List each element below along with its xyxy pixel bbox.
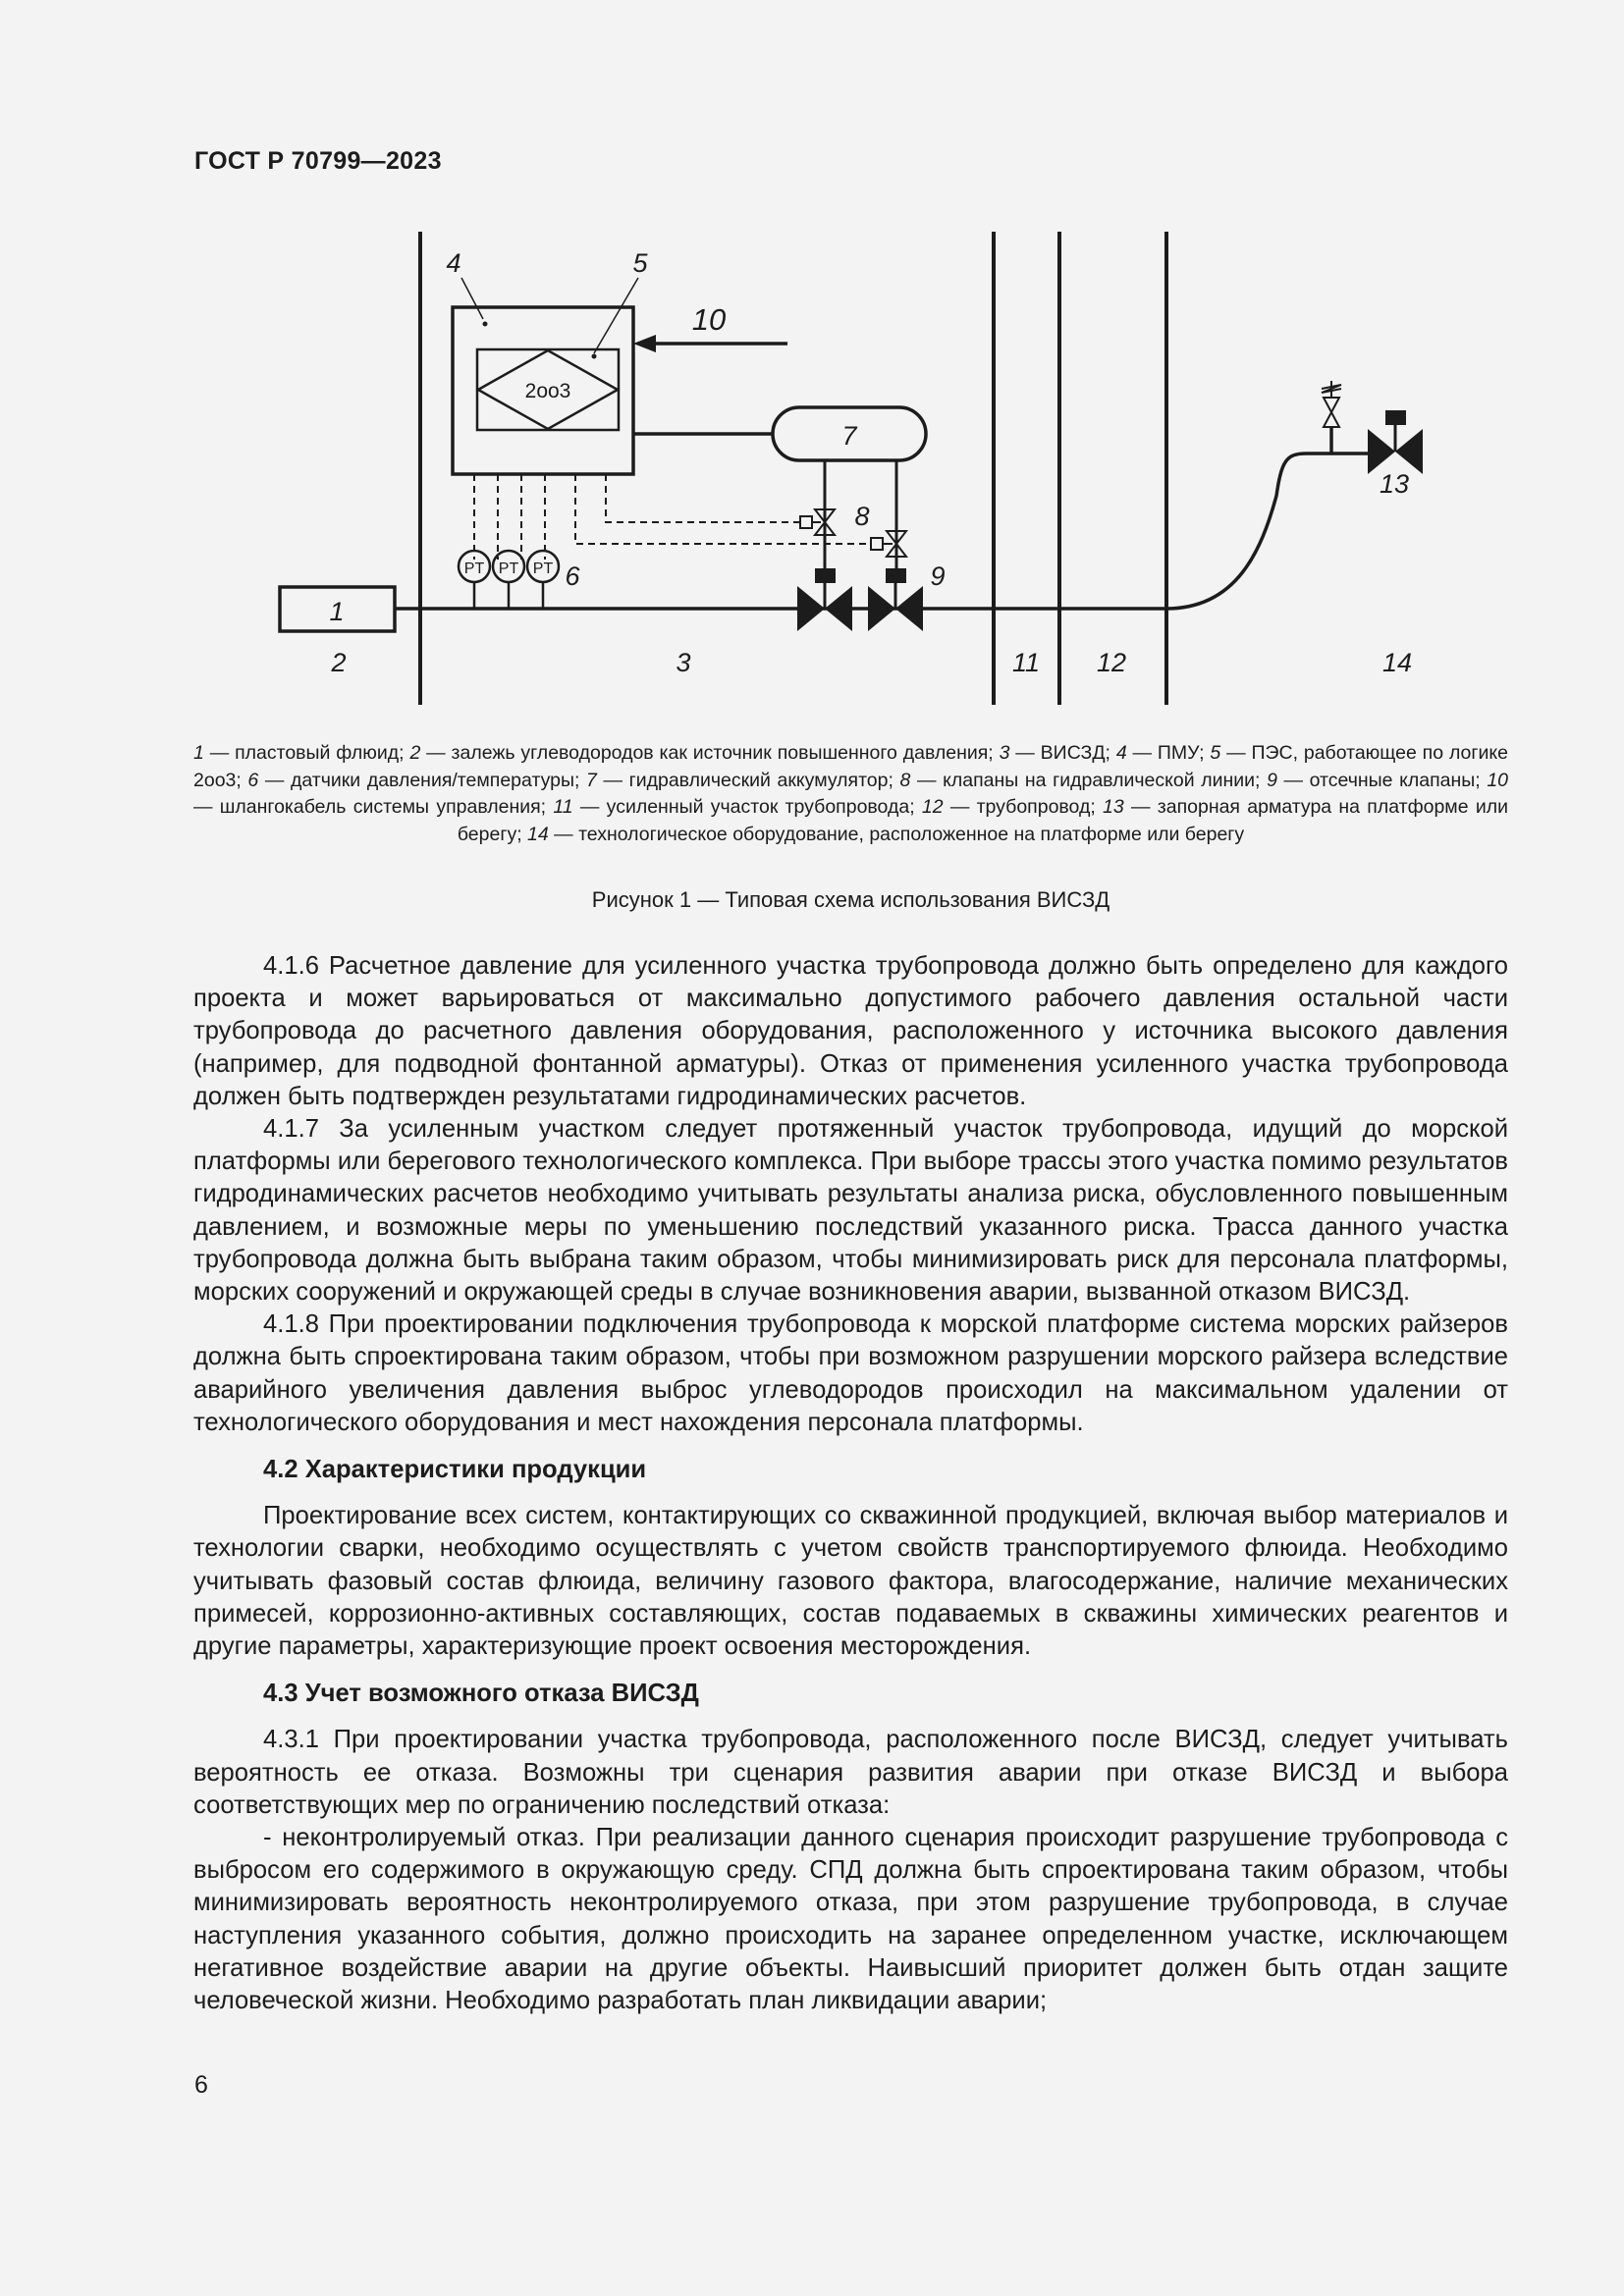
shutdown-valve-2 [868, 568, 923, 631]
callout-4-leader [461, 278, 483, 319]
umbilical-arrowhead [633, 335, 656, 352]
legend-item-14: 14 — технологическое оборудование, расположенное на платформе или берегу [527, 823, 1245, 845]
callout-9: 9 [930, 561, 946, 591]
legend-item-6: 6 — датчики давления/температуры; [247, 769, 587, 791]
paragraph-4-1-7: 4.1.7 За усиленным участком следует протяженный участок трубопровода, идущий до морской платформы или берегового технологического комплекса. При выборе трассы этого участка помимо результатов гидродинамических расчетов необходимо учитывать результаты анализа риска, обусловленного повышенным давлением, и возможные меры по уменьшению последствий указанного риска. Трасса данного участка трубопровода должна быть выбрана таким образом, чтобы минимизировать риск для персонала платформы, морских сооружений и окружающей среды в случае возникновения аварии, вызванной отказом ВИСЗД. [193, 1115, 1508, 1307]
legend-item-5: 5 — ПЭС, работающее по логике 2oo3; [193, 742, 1508, 791]
page-number: 6 [194, 2071, 208, 2099]
shutdown-valve-1 [797, 568, 852, 631]
typical-hipps-diagram [0, 0, 1624, 746]
callout-1: 1 [329, 597, 345, 626]
section-heading-4-2: 4.2 Характеристики продукции [263, 1456, 647, 1484]
legend-item-11: 11 — усиленный участок трубопровода; [553, 796, 922, 818]
callout-13: 13 [1379, 469, 1410, 499]
callout-6: 6 [565, 561, 580, 591]
pt-sensor-label-3: PT [532, 561, 554, 577]
legend-item-8: 8 — клапаны на гидравлической линии; [899, 769, 1268, 791]
callout-10: 10 [691, 302, 727, 337]
legend-item-2: 2 — залежь углеводородов как источник повышенного давления; [409, 742, 1000, 764]
riser-pipe [1166, 454, 1380, 609]
callout-14: 14 [1381, 648, 1413, 677]
hydraulic-valve-lower [871, 531, 906, 557]
bullet-uncontrolled-failure: - неконтролируемый отказ. При реализации данного сценария происходит разрушение трубопровода с выбросом его содержимого в окружающую среду. СПД должна быть спроектирована таким образом, чтобы минимизировать вероятность неконтролируемого отказа, при этом разрушение трубопровода, в случае наступления указанного события, должно происходить на заранее определенном участке, исключающем негативное воздействие аварии на другие объекты. Наивысший приоритет должен быть отдан защите человеческой жизни. Необходимо разработать план ликвидации аварии; [193, 1824, 1508, 2015]
paragraph-4-2: Проектирование всех систем, контактирующих со скважинной продукцией, включая выбор материалов и технологии сварки, необходимо осуществлять с учетом свойств транспортируемого флюида. Необходимо учитывать фазовый состав флюида, величину газового фактора, влагосодержание, наличие механических примесей, коррозионно-активных составляющих, состав подаваемых в скважины химических реагентов и другие параметры, характеризующие проект освоения месторождения. [193, 1502, 1508, 1661]
section-heading-4-3: 4.3 Учет возможного отказа ВИСЗД [263, 1680, 699, 1708]
figure-legend [193, 740, 1508, 848]
callout-12: 12 [1096, 648, 1127, 677]
callout-11: 11 [1011, 648, 1041, 677]
legend-item-10: 10 — шлангокабель системы управления; [193, 769, 1509, 818]
logic-solver-label: 2oo3 [524, 380, 571, 402]
document-code-header: ГОСТ Р 70799—2023 [194, 147, 442, 175]
callout-2: 2 [331, 648, 347, 677]
callout-4: 4 [446, 248, 461, 278]
logic-solver-dot [592, 354, 597, 359]
control-module-dot [483, 322, 488, 327]
hydraulic-valve-upper [800, 509, 835, 535]
callout-8: 8 [854, 502, 870, 531]
pt-sensor-label-1: PT [463, 561, 485, 577]
legend-item-1: 1 — пластовый флюид; [193, 742, 410, 764]
platform-shutoff-valve [1368, 410, 1423, 474]
legend-item-4: 4 — ПМУ; [1115, 742, 1211, 764]
legend-item-13: 13 — запорная арматура на платформе или берегу; [457, 796, 1508, 845]
legend-item-9: 9 — отсечные клапаны; [1267, 769, 1488, 791]
callout-3: 3 [676, 648, 691, 677]
figure-caption: Рисунок 1 — Типовая схема использования ВИСЗД [591, 887, 1110, 912]
pressure-relief-valve [1322, 381, 1341, 427]
body-text [193, 950, 1508, 2017]
callout-5: 5 [632, 248, 648, 278]
paragraph-4-1-6: 4.1.6 Расчетное давление для усиленного участка трубопровода должно быть определено для каждого проекта и может варьироваться от максимально допустимого рабочего давления остальной части трубопровода до расчетного давления оборудования, расположенного у источника высокого давления (например, для подводной фонтанной арматуры). Отказ от применения усиленного участка трубопровода должен быть подтвержден результатами гидродинамических расчетов. [193, 952, 1508, 1110]
paragraph-4-1-8: 4.1.8 При проектировании подключения трубопровода к морской платформе система морских райзеров должна быть спроектирована таким образом, чтобы при возможном разрушении морского райзера вследствие аварийного увеличения давления выброс углеводородов происходил на максимальном удалении от технологического оборудования и мест нахождения персонала платформы. [193, 1310, 1508, 1436]
signal-line-upper [606, 474, 800, 522]
pt-sensor-label-2: PT [498, 561, 519, 577]
paragraph-4-3-1: 4.3.1 При проектировании участка трубопровода, расположенного после ВИСЗД, следует учитывать вероятность ее отказа. Возможны три сценария развития аварии при отказе ВИСЗД и выбора соответствующих мер по ограничению последствий отказа: [193, 1726, 1508, 1819]
legend-item-12: 12 — трубопровод; [921, 796, 1104, 818]
callout-7: 7 [841, 421, 857, 451]
legend-item-7: 7 — гидравлический аккумулятор; [586, 769, 900, 791]
legend-item-3: 3 — ВИСЗД; [999, 742, 1116, 764]
